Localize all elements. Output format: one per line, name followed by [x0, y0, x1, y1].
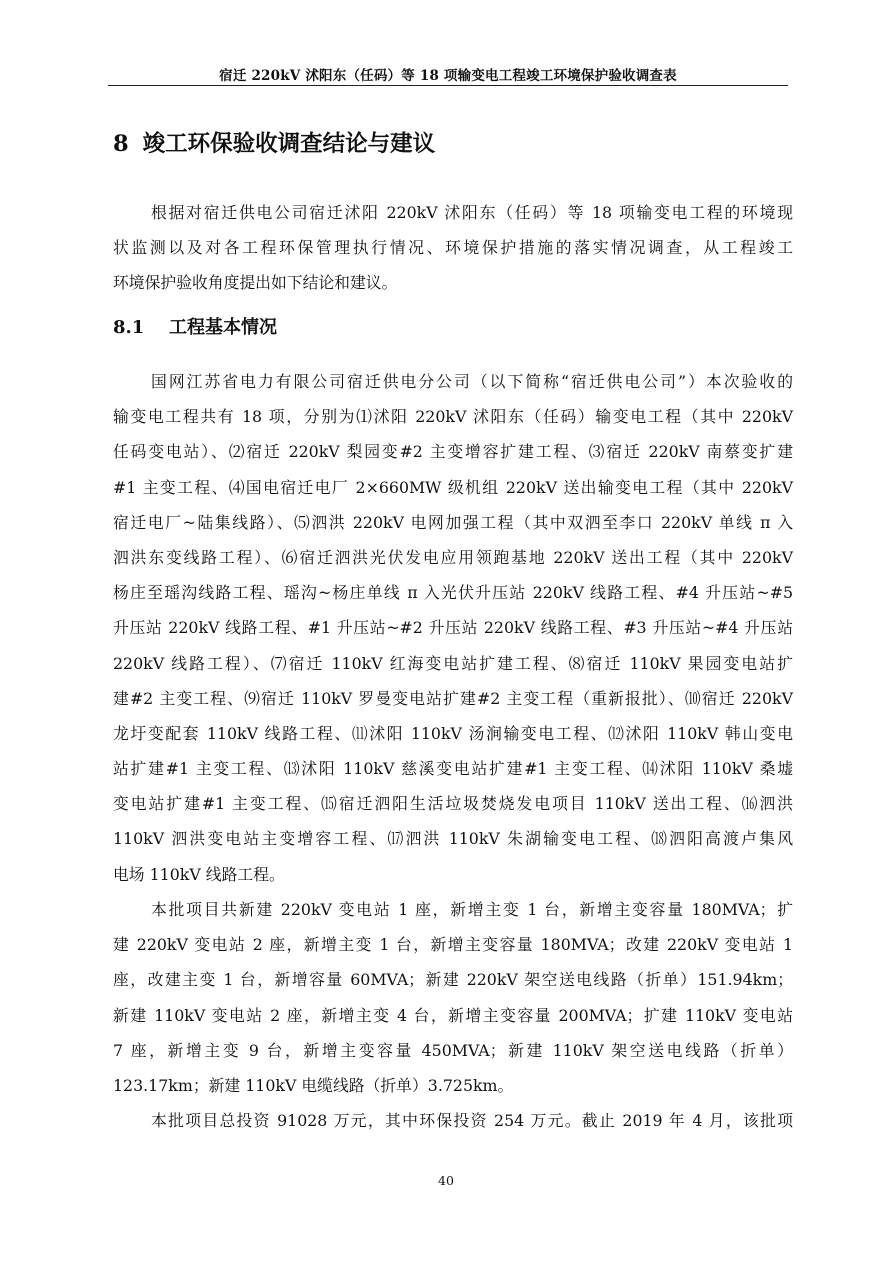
- section-heading: [113, 313, 277, 339]
- paragraph-line: 7 座，新增主变 9 台，新增主变容量 450MVA；新建 110kV 架空送电线路（折单）: [113, 1040, 793, 1060]
- paragraph-line: 任码变电站）、⑵宿迁 220kV 梨园变#2 主变增容扩建工程、⑶宿迁 220kV 南蔡变扩建: [113, 442, 793, 462]
- paragraph-line: 泗洪东变线路工程）、⑹宿迁泗洪光伏发电应用领跑基地 220kV 送出工程（其中 220kV: [113, 547, 793, 567]
- running-header: 宿迁 220kV 沭阳东（任码）等 18 项输变电工程竣工环境保护验收调查表: [219, 68, 677, 84]
- paragraph-line: 电场 110kV 线路工程。: [113, 864, 285, 884]
- chapter-title: 竣工环保验收调查结论与建议: [142, 131, 436, 157]
- paragraph-line: 国网江苏省电力有限公司宿迁供电分公司（以下简称“宿迁供电公司”）本次验收的: [151, 372, 793, 391]
- intro-paragraph: [113, 195, 793, 301]
- paragraph-line: 宿迁电厂~陆集线路）、⑸泗洪 220kV 电网加强工程（其中双泗至李口 220kV 单线 π 入: [113, 512, 793, 532]
- page-number: 40: [438, 1173, 454, 1188]
- paragraph-line: 输变电工程共有 18 项，分别为⑴沭阳 220kV 沭阳东（任码）输变电工程（其中 220kV: [113, 407, 793, 427]
- paragraph-line: 新建 110kV 变电站 2 座，新增主变 4 台，新增主变容量 200MVA；扩建 110kV 变电站: [113, 1005, 793, 1025]
- paragraph-line: #1 主变工程、⑷国电宿迁电厂 2×660MW 级机组 220kV 送出输变电工程（其中 220kV: [113, 477, 793, 497]
- scale-paragraph: [113, 892, 793, 1103]
- chapter-number: 8: [113, 131, 129, 157]
- paragraph-line: 升压站 220kV 线路工程、#1 升压站~#2 升压站 220kV 线路工程、#3 升压站~#4 升压站: [113, 618, 793, 638]
- paragraph-line: 建#2 主变工程、⑼宿迁 110kV 罗曼变电站扩建#2 主变工程（重新报批）、⑽宿迁 220kV: [113, 688, 793, 708]
- investment-paragraph: [113, 1103, 793, 1138]
- section-title: 工程基本情况: [169, 317, 277, 338]
- header-rule: [108, 85, 788, 86]
- paragraph-line: 龙圩变配套 110kV 线路工程、⑾沭阳 110kV 汤涧输变电工程、⑿沭阳 110kV 韩山变电: [113, 723, 793, 743]
- paragraph-line: 123.17km；新建 110kV 电缆线路（折单）3.725km。: [113, 1075, 514, 1095]
- paragraph-line: 本批项目总投资 91028 万元，其中环保投资 254 万元。截止 2019 年 4 月，该批项: [151, 1111, 793, 1130]
- paragraph-line: 状监测以及对各工程环保管理执行情况、环境保护措施的落实情况调查，从工程竣工: [113, 238, 793, 258]
- paragraph-line: 环境保护验收角度提出如下结论和建议。: [113, 273, 398, 293]
- paragraph-line: 220kV 线路工程）、⑺宿迁 110kV 红海变电站扩建工程、⑻宿迁 110kV 果园变电站扩: [113, 653, 793, 673]
- section-number: 8.1: [113, 317, 145, 338]
- projects-paragraph: [113, 364, 793, 892]
- chapter-heading: [113, 126, 435, 158]
- paragraph-line: 本批项目共新建 220kV 变电站 1 座，新增主变 1 台，新增主变容量 180MVA；扩: [151, 900, 793, 919]
- paragraph-line: 杨庄至瑶沟线路工程、瑶沟~杨庄单线 π 入光伏升压站 220kV 线路工程、#4 升压站~#5: [113, 583, 793, 603]
- paragraph-line: 站扩建#1 主变工程、⒀沭阳 110kV 慈溪变电站扩建#1 主变工程、⒁沭阳 110kV 桑墟: [113, 759, 793, 779]
- paragraph-line: 建 220kV 变电站 2 座，新增主变 1 台，新增主变容量 180MVA；改建 220kV 变电站 1: [113, 935, 793, 955]
- paragraph-line: 座，改建主变 1 台，新增容量 60MVA；新建 220kV 架空送电线路（折单）151.94km；: [113, 970, 793, 990]
- paragraph-line: 110kV 泗洪变电站主变增容工程、⒄泗洪 110kV 朱湖输变电工程、⒅泗阳高渡卢集风: [113, 829, 793, 849]
- paragraph-line: 根据对宿迁供电公司宿迁沭阳 220kV 沭阳东（任码）等 18 项输变电工程的环境现: [151, 203, 793, 222]
- paragraph-line: 变电站扩建#1 主变工程、⒂宿迁泗阳生活垃圾焚烧发电项目 110kV 送出工程、⒃泗洪: [113, 794, 793, 814]
